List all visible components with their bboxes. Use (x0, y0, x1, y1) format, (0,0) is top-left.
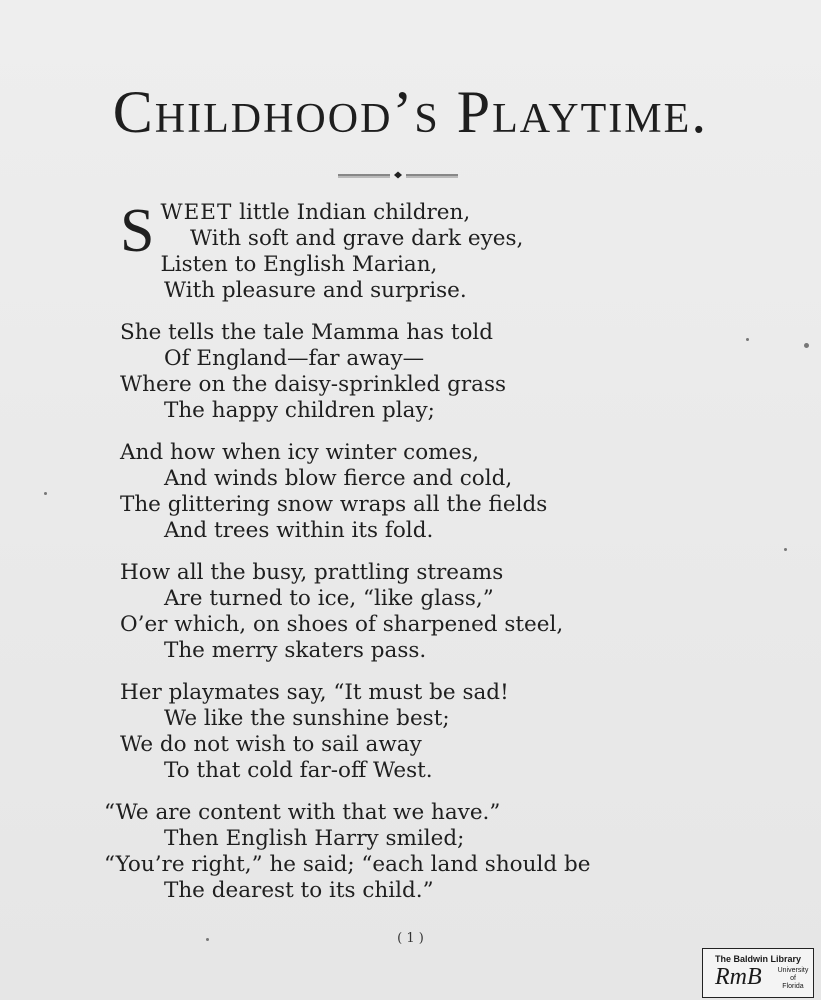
poem-line: And how when icy winter comes, (120, 440, 480, 465)
poem-line: Of England—far away— (164, 346, 425, 371)
poem-line: The happy children play; (164, 398, 435, 423)
poem-line: Her playmates say, “It must be sad! (120, 680, 509, 705)
poem-line: To that cold far-off West. (164, 758, 433, 783)
poem-line: We do not wish to sail away (120, 732, 422, 757)
poem-line: O’er which, on shoes of sharpened steel, (120, 612, 564, 637)
ornament-divider (338, 170, 458, 180)
paper-speck (804, 343, 809, 348)
page-title: Childhood’s Playtime. (112, 79, 709, 145)
poem-line: “We are content with that we have.” (104, 800, 501, 825)
poem-line: Then English Harry smiled; (164, 826, 465, 851)
library-stamp (702, 948, 814, 998)
stanza-5 (120, 680, 740, 784)
stanza-6 (104, 800, 740, 904)
stamp-logo: RmB (715, 964, 762, 990)
stamp-university-line: of (790, 975, 796, 982)
stamp-library-name: The Baldwin Library (714, 954, 801, 964)
poem-line: How all the busy, prattling streams (120, 560, 504, 585)
poem-line: Are turned to ice, “like glass,” (164, 586, 494, 611)
poem-line: And winds blow fierce and cold, (164, 466, 513, 491)
stamp-university (775, 967, 811, 991)
paper-speck (44, 492, 47, 495)
poem-line: With pleasure and surprise. (164, 278, 467, 303)
stanza-2 (120, 320, 740, 424)
poem-line: Where on the daisy-sprinkled grass (120, 372, 507, 397)
line-text: little Indian children, (232, 200, 471, 225)
drop-cap: S (120, 197, 155, 265)
paper-speck (746, 338, 749, 341)
paper-speck (206, 938, 209, 941)
stanza-3 (120, 440, 740, 544)
poem-line: “You’re right,” he said; “each land should be (104, 852, 591, 877)
poem-line: The merry skaters pass. (164, 638, 427, 663)
poem-line: We like the sunshine best; (164, 706, 450, 731)
poem-line: The glittering snow wraps all the fields (120, 492, 548, 517)
poem-line: She tells the tale Mamma has told (120, 320, 494, 345)
opening-word: WEET (160, 200, 233, 225)
paper-speck (784, 548, 787, 551)
stanza-4 (120, 560, 740, 664)
stamp-university-line: University (777, 967, 809, 974)
poem (104, 197, 740, 920)
poem-line: And trees within its fold. (164, 518, 434, 543)
poem-line: The dearest to its child.” (164, 878, 434, 903)
stanza-1 (120, 197, 740, 304)
page-number: ( 1 ) (397, 931, 424, 946)
poem-line: Listen to English Marian, (160, 252, 438, 277)
poem-line: With soft and grave dark eyes, (190, 226, 524, 251)
stamp-university-line: Florida (782, 983, 804, 990)
